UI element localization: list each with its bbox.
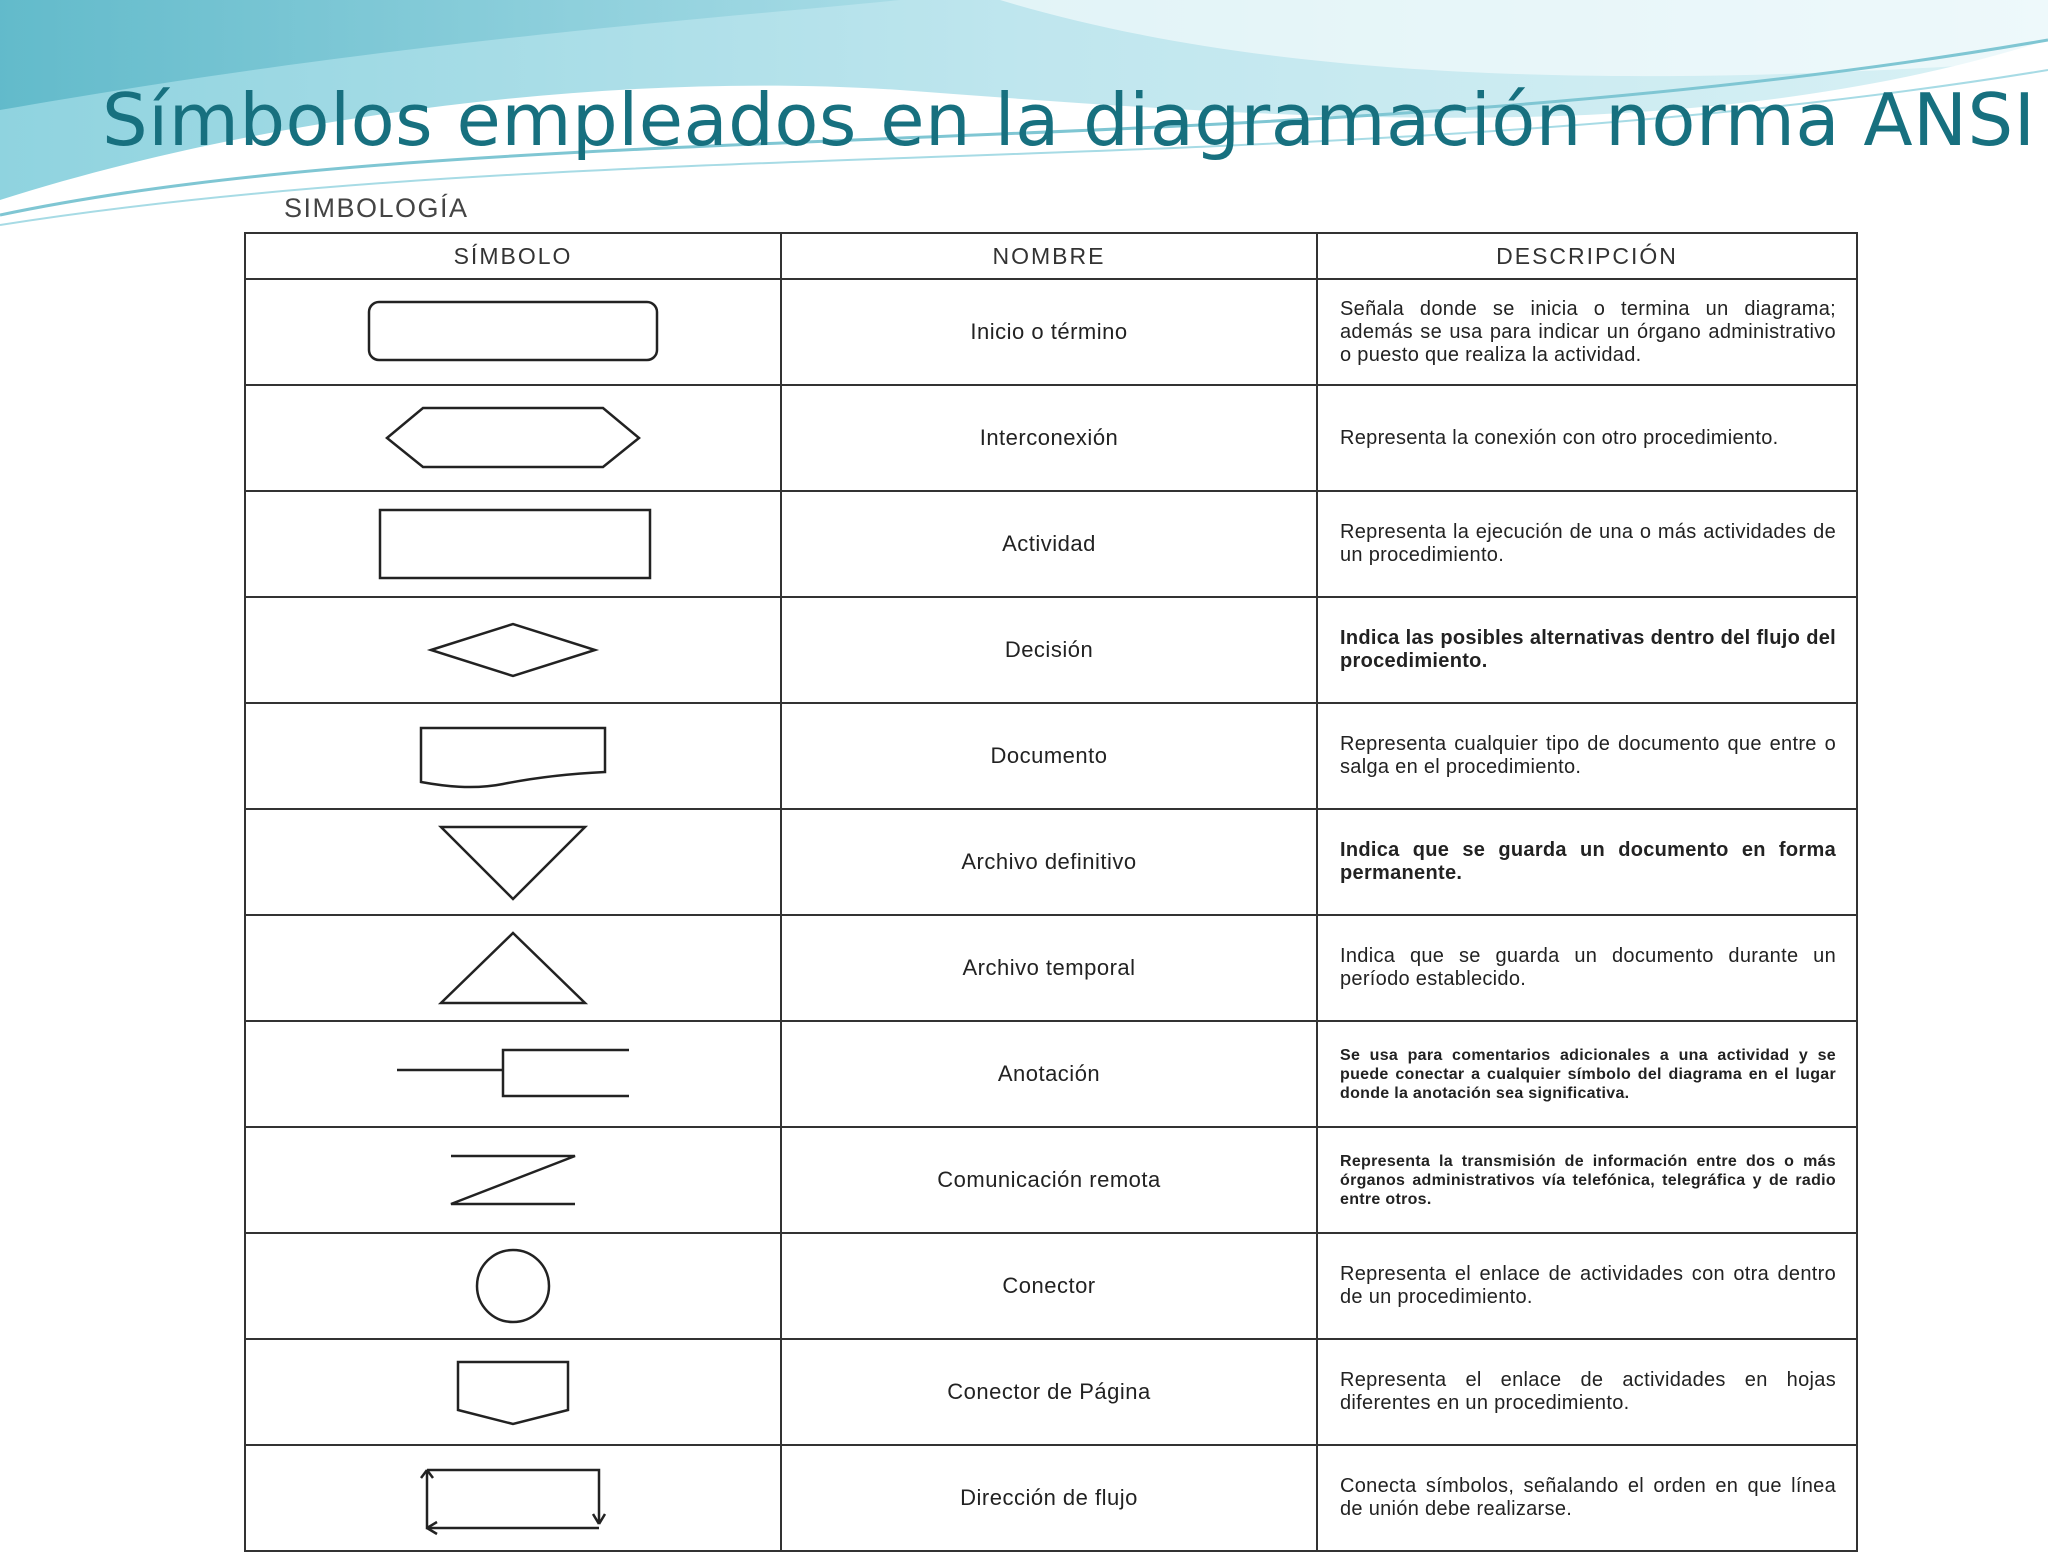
name-cell: Comunicación remota [781,1127,1317,1233]
symbol-table-container [244,232,1856,1552]
table-row [245,385,1857,491]
rectangle-icon [368,504,658,584]
table-row [245,1445,1857,1551]
z-zigzag-icon [443,1150,583,1210]
inverted-triangle-icon [433,821,593,903]
symbol-cell [245,809,781,915]
description-cell: Indica las posibles alternativas dentro del flujo del procedimiento. [1317,597,1857,703]
symbol-cell [245,491,781,597]
slide-title: Símbolos empleados en la diagramación norma ANSI [102,78,2036,162]
description-cell: Representa el enlace de actividades en hojas diferentes en un procedimiento. [1317,1339,1857,1445]
symbol-cell [245,279,781,385]
name-cell: Actividad [781,491,1317,597]
flow-arrows-icon [403,1458,623,1538]
document-icon [413,720,613,792]
symbol-cell [245,1339,781,1445]
description-cell: Se usa para comentarios adicionales a una actividad y se puede conectar a cualquier símbolo del diagrama en el lugar donde la anotación sea significativa. [1317,1021,1857,1127]
symbol-cell [245,915,781,1021]
diamond-icon [423,618,603,682]
symbol-cell [245,385,781,491]
ansi-symbol-table [244,232,1858,1552]
symbol-cell [245,597,781,703]
name-cell: Archivo definitivo [781,809,1317,915]
name-cell: Archivo temporal [781,915,1317,1021]
table-row [245,1233,1857,1339]
table-header-row [245,233,1857,279]
symbol-cell [245,703,781,809]
table-row [245,491,1857,597]
name-cell: Inicio o término [781,279,1317,385]
annotation-bracket-icon [393,1044,633,1104]
table-row [245,1127,1857,1233]
pentagon-page-icon [448,1356,578,1428]
name-cell: Interconexión [781,385,1317,491]
table-row [245,703,1857,809]
description-cell: Representa cualquier tipo de documento que entre o salga en el procedimiento. [1317,703,1857,809]
description-cell: Representa la conexión con otro procedimiento. [1317,385,1857,491]
name-cell: Decisión [781,597,1317,703]
table-row [245,915,1857,1021]
symbol-cell [245,1127,781,1233]
description-cell: Conecta símbolos, señalando el orden en que línea de unión debe realizarse. [1317,1445,1857,1551]
name-cell: Documento [781,703,1317,809]
description-cell: Indica que se guarda un documento durante un período establecido. [1317,915,1857,1021]
description-cell: Indica que se guarda un documento en forma permanente. [1317,809,1857,915]
header-description: DESCRIPCIÓN [1317,233,1857,279]
symbol-cell [245,1021,781,1127]
header-symbol: SÍMBOLO [245,233,781,279]
symbol-cell [245,1445,781,1551]
header-name: NOMBRE [781,233,1317,279]
circle-icon [448,1246,578,1326]
description-cell: Representa el enlace de actividades con otra dentro de un procedimiento. [1317,1233,1857,1339]
description-cell: Representa la transmisión de información entre dos o más órganos administrativos vía telefónica, telegráfica y de radio entre otros. [1317,1127,1857,1233]
name-cell: Dirección de flujo [781,1445,1317,1551]
description-cell: Representa la ejecución de una o más actividades de un procedimiento. [1317,491,1857,597]
symbol-cell [245,1233,781,1339]
table-row [245,809,1857,915]
name-cell: Conector de Página [781,1339,1317,1445]
table-row [245,1021,1857,1127]
rounded-rectangle-icon [363,292,663,372]
table-row [245,597,1857,703]
triangle-icon [433,927,593,1009]
name-cell: Anotación [781,1021,1317,1127]
name-cell: Conector [781,1233,1317,1339]
description-cell: Señala donde se inicia o termina un diagrama; además se usa para indicar un órgano administrativo o puesto que realiza la actividad. [1317,279,1857,385]
table-row [245,279,1857,385]
table-caption: SIMBOLOGÍA [284,193,469,223]
table-row [245,1339,1857,1445]
hexagon-icon [383,403,643,473]
